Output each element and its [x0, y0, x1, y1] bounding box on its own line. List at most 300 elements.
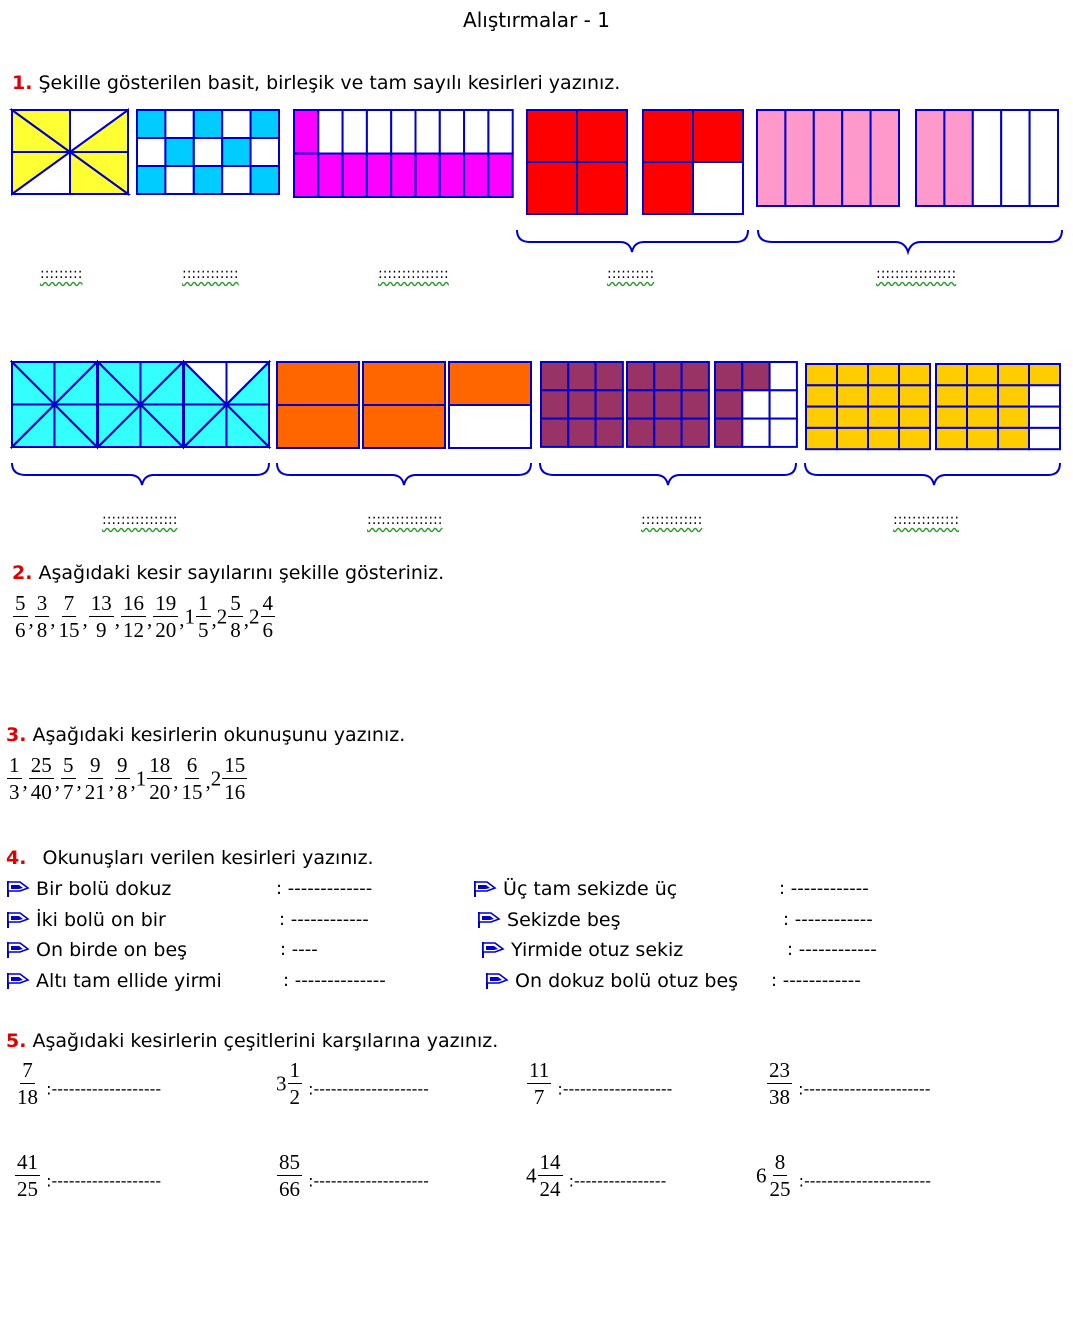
shape-cell — [837, 364, 868, 385]
q1-blank-2[interactable]: :::::::::::: — [182, 266, 239, 282]
fraction-denominator: 8 — [230, 618, 241, 642]
shape-cell — [742, 419, 769, 447]
fraction-denominator: 15 — [181, 780, 203, 804]
q1-number: 1. — [12, 72, 33, 94]
shape-cell — [785, 110, 813, 206]
fraction-numerator: 23 — [769, 1058, 790, 1082]
shape-cell — [944, 110, 972, 206]
q4-left-item-2 — [6, 909, 166, 931]
shape-red-squares — [527, 110, 743, 214]
fraction-body — [115, 755, 130, 803]
shape-cell — [806, 428, 837, 449]
fraction-body — [196, 593, 211, 641]
shape-cell — [137, 138, 165, 166]
shape-purple-grids — [541, 362, 797, 447]
shape-cell — [165, 110, 193, 138]
fraction-denominator: 38 — [769, 1085, 790, 1109]
shape-cell — [806, 385, 837, 406]
fraction-denominator: 6 — [15, 618, 26, 642]
fraction-numerator: 11 — [529, 1058, 550, 1082]
q5-text: Aşağıdaki kesirlerin çeşitlerini karşılarına yazınız. — [32, 1030, 499, 1052]
q4-label: Yirmide otuz sekiz — [505, 939, 684, 961]
fraction-separator: , — [54, 768, 60, 793]
fraction-body — [29, 755, 54, 803]
q5-row2-item-2 — [276, 1152, 429, 1200]
fraction-separator: , — [82, 606, 88, 631]
fraction-denominator: 2 — [289, 1085, 300, 1109]
shape-cell — [343, 154, 367, 198]
shape-cell — [194, 138, 222, 166]
shape-cell — [222, 166, 250, 194]
fraction-item — [526, 1150, 564, 1201]
shape-gold-grids — [806, 364, 1060, 449]
fraction-item — [184, 591, 212, 642]
fraction-body — [13, 593, 28, 641]
q3-text: Aşağıdaki kesirlerin okunuşunu yazınız. — [32, 724, 406, 746]
shape-cell — [936, 385, 967, 406]
fraction-numerator: 9 — [90, 753, 101, 777]
q4-left-item-4 — [6, 970, 222, 992]
shape-cell — [137, 166, 165, 194]
shape-cell — [367, 154, 391, 198]
shape-cell — [899, 364, 930, 385]
shape-cell — [806, 407, 837, 428]
q4-label: Üç tam sekizde üç — [497, 878, 678, 900]
shape-cell — [251, 110, 279, 138]
fraction-numerator: 9 — [117, 753, 128, 777]
q5-row2-item-4 — [756, 1152, 931, 1200]
q5-answer-line[interactable]: :-------------------- — [303, 1079, 429, 1099]
fraction-numerator: 6 — [186, 753, 198, 777]
fraction-body — [288, 1060, 303, 1108]
fraction-body — [57, 593, 82, 641]
fraction-item — [6, 753, 23, 804]
shape-cell — [391, 154, 415, 198]
q4-answer-line[interactable]: : ---- — [280, 939, 318, 960]
fraction-whole: 2 — [210, 766, 222, 791]
fraction-denominator: 40 — [30, 780, 52, 804]
fraction-separator: , — [130, 768, 136, 793]
shape-cell — [998, 407, 1029, 428]
shape-cell — [318, 110, 342, 154]
fraction-body — [180, 755, 205, 803]
fraction-item — [14, 1150, 41, 1201]
brace-2 — [758, 230, 1062, 252]
flag-icon — [477, 911, 501, 929]
fraction-denominator: 15 — [58, 618, 80, 642]
brace-3 — [12, 463, 269, 485]
shape-cell — [654, 390, 681, 418]
shape-cell — [416, 110, 440, 154]
q5-heading — [6, 1030, 498, 1052]
shape-cell — [1001, 110, 1029, 206]
q4-answer-line[interactable]: : ------------ — [779, 878, 869, 899]
fraction-denominator: 66 — [279, 1177, 300, 1201]
fraction-numerator: 5 — [230, 591, 241, 615]
shape-cell — [868, 385, 899, 406]
fraction-whole: 3 — [276, 1071, 287, 1096]
shape-cell — [194, 110, 222, 138]
fraction-body — [61, 755, 76, 803]
fraction-numerator: 85 — [279, 1150, 300, 1174]
shape-cell — [568, 362, 595, 390]
shape-cell — [343, 110, 367, 154]
fraction-denominator: 25 — [769, 1177, 791, 1201]
fraction-separator: , — [22, 768, 28, 793]
shape-cell — [165, 138, 193, 166]
fraction-numerator: 5 — [63, 753, 74, 777]
flag-icon — [6, 941, 30, 959]
q4-left-item-1 — [6, 878, 171, 900]
fraction-body — [15, 1152, 40, 1200]
fraction-item — [60, 753, 77, 804]
shape-cell — [627, 390, 654, 418]
fraction-item — [120, 591, 147, 642]
shape-cell — [757, 110, 785, 206]
fraction-numerator: 1 — [198, 591, 209, 615]
fraction-body — [222, 755, 247, 803]
q4-label: Sekizde beş — [501, 909, 621, 931]
shape-cell — [654, 419, 681, 447]
q5-answer-line[interactable]: :------------------- — [552, 1079, 673, 1099]
shape-cell — [715, 390, 742, 418]
fraction-separator: , — [205, 768, 211, 793]
fraction-body — [15, 1060, 40, 1108]
shape-cell — [967, 407, 998, 428]
fraction-whole: 1 — [135, 766, 147, 791]
q5-row1-item-1 — [14, 1060, 161, 1108]
fraction-numerator: 7 — [63, 591, 75, 615]
q3-fraction-list — [6, 755, 248, 803]
q4-label: Bir bolü dokuz — [30, 878, 172, 900]
q4-right-item-2 — [477, 909, 620, 931]
fraction-body — [527, 1060, 551, 1108]
q4-answer-line[interactable]: : ------------ — [771, 970, 861, 991]
shape-cell — [165, 166, 193, 194]
fraction-denominator: 18 — [17, 1085, 38, 1109]
fraction-whole: 4 — [526, 1163, 537, 1188]
brace-4 — [277, 463, 531, 485]
q5-answer-line[interactable]: :------------------- — [41, 1171, 162, 1191]
q4-answer-line[interactable]: : -------------- — [283, 970, 386, 991]
shape-cell — [814, 110, 842, 206]
fraction-item — [210, 753, 249, 804]
q4-number: 4. — [6, 847, 27, 869]
fraction-denominator: 7 — [63, 780, 74, 804]
shape-cell — [440, 110, 464, 154]
q5-row2-item-3 — [526, 1152, 666, 1200]
shape-cell — [440, 154, 464, 198]
q5-answer-line[interactable]: :---------------------- — [793, 1079, 931, 1099]
q4-answer-line[interactable]: : ------------- — [276, 878, 373, 899]
fraction-item — [88, 591, 115, 642]
shape-cell — [654, 362, 681, 390]
shape-cell — [837, 428, 868, 449]
shape-cell — [967, 428, 998, 449]
shape-cell — [137, 110, 165, 138]
fraction-numerator: 18 — [149, 753, 171, 777]
fraction-separator: , — [50, 606, 56, 631]
fraction-numerator: 5 — [15, 591, 26, 615]
shape-cell — [899, 428, 930, 449]
shape-cell — [998, 364, 1029, 385]
shape-cell — [416, 154, 440, 198]
fraction-separator: , — [243, 606, 249, 631]
fraction-whole: 2 — [249, 604, 260, 629]
fraction-body — [228, 593, 243, 641]
fraction-denominator: 8 — [117, 780, 128, 804]
fraction-numerator: 14 — [539, 1150, 561, 1174]
q1-blank-8[interactable]: ::::::::::::: — [641, 512, 703, 528]
q4-answer-line[interactable]: : ------------ — [279, 909, 369, 930]
q1-blank-4[interactable]: :::::::::: — [607, 266, 655, 282]
shape-cell — [742, 362, 769, 390]
fraction-item — [276, 1058, 303, 1109]
fraction-denominator: 5 — [198, 618, 209, 642]
flag-icon — [485, 972, 509, 990]
shape-cell — [596, 390, 623, 418]
shape-cell — [568, 390, 595, 418]
brace-6 — [805, 463, 1060, 485]
q4-label: Altı tam ellide yirmi — [30, 970, 222, 992]
fraction-denominator: 9 — [96, 618, 107, 642]
shape-cell — [936, 428, 967, 449]
fraction-item — [34, 591, 51, 642]
shape-cell — [627, 419, 654, 447]
q4-right-item-1 — [473, 878, 677, 900]
shape-cell — [1029, 428, 1060, 449]
shape-orange-rects — [277, 362, 531, 448]
fraction-numerator: 19 — [155, 591, 177, 615]
shape-aqua-triangles — [12, 362, 269, 447]
shape-cell — [294, 154, 318, 198]
fraction-separator: , — [76, 768, 82, 793]
shape-cell — [806, 364, 837, 385]
fraction-item — [766, 1058, 793, 1109]
shape-cell — [837, 407, 868, 428]
shape-cell — [464, 110, 488, 154]
q1-text: Şekille gösterilen basit, birleşik ve tam sayılı kesirleri yazınız. — [38, 72, 621, 94]
fraction-body — [35, 593, 50, 641]
q5-answer-line[interactable]: :-------------------- — [303, 1171, 429, 1191]
q5-number: 5. — [6, 1030, 27, 1052]
shape-cell — [627, 362, 654, 390]
shape-cell — [367, 110, 391, 154]
shape-cell — [871, 110, 899, 206]
shape-cell — [837, 385, 868, 406]
fraction-separator: , — [114, 606, 120, 631]
shape-cell — [251, 138, 279, 166]
flag-icon — [6, 911, 30, 929]
fraction-separator: , — [108, 768, 114, 793]
fraction-numerator: 7 — [22, 1058, 33, 1082]
shape-cell — [770, 362, 797, 390]
shape-cell — [899, 407, 930, 428]
fraction-numerator: 41 — [17, 1150, 38, 1174]
shape-cell — [842, 110, 870, 206]
fraction-denominator: 20 — [155, 618, 177, 642]
shape-magenta-grid — [294, 110, 513, 197]
fraction-separator: , — [179, 606, 185, 631]
fraction-numerator: 13 — [90, 591, 112, 615]
fraction-whole: 6 — [756, 1163, 767, 1188]
fraction-denominator: 7 — [533, 1085, 545, 1109]
fraction-body — [768, 1152, 793, 1200]
q1-shapes — [0, 0, 1073, 500]
shape-cell — [1029, 407, 1060, 428]
shape-cell — [596, 419, 623, 447]
q2-text: Aşağıdaki kesir sayılarını şekille gösteriniz. — [38, 562, 445, 584]
fraction-item — [249, 591, 276, 642]
fraction-item — [114, 753, 131, 804]
shape-cell — [682, 419, 709, 447]
fraction-body — [121, 593, 146, 641]
shape-cell — [541, 390, 568, 418]
fraction-item — [756, 1150, 794, 1201]
shape-cell — [488, 154, 512, 198]
q5-row2-item-1 — [14, 1152, 161, 1200]
shape-cell — [318, 154, 342, 198]
q4-label: On birde on beş — [30, 939, 188, 961]
q1-blank-3[interactable]: ::::::::::::::: — [378, 266, 449, 282]
fraction-denominator: 20 — [149, 780, 171, 804]
shape-cell — [770, 419, 797, 447]
q4-answer-line[interactable]: : ------------ — [783, 909, 873, 930]
shape-yellow-triangles — [12, 110, 128, 194]
shape-cell — [998, 428, 1029, 449]
q4-text: Okunuşları verilen kesirleri yazınız. — [42, 847, 374, 869]
q5-row1-item-3 — [526, 1060, 672, 1108]
q5-answer-line[interactable]: :---------------- — [563, 1171, 667, 1191]
q3-number: 3. — [6, 724, 27, 746]
shape-cell — [967, 385, 998, 406]
shape-cell — [936, 407, 967, 428]
fraction-item — [179, 753, 206, 804]
fraction-numerator: 1 — [289, 1058, 300, 1082]
fraction-body — [83, 755, 108, 803]
shape-cell — [222, 138, 250, 166]
fraction-separator: , — [28, 606, 34, 631]
fraction-numerator: 16 — [123, 591, 144, 615]
fraction-whole: 2 — [216, 604, 228, 629]
fraction-item — [82, 753, 109, 804]
shape-cell — [568, 419, 595, 447]
shape-cell — [715, 362, 742, 390]
q4-label: İki bolü on bir — [30, 909, 166, 931]
shape-cell — [1029, 364, 1060, 385]
fraction-separator: , — [173, 768, 179, 793]
q5-answer-line[interactable]: :---------------------- — [793, 1171, 931, 1191]
fraction-denominator: 3 — [9, 780, 20, 804]
fraction-denominator: 8 — [36, 618, 48, 642]
q5-answer-line[interactable]: :------------------- — [41, 1079, 162, 1099]
fraction-body — [538, 1152, 563, 1200]
fraction-item — [12, 591, 29, 642]
q2-heading — [12, 562, 444, 584]
page-title: Alıştırmalar - 1 — [463, 8, 610, 32]
brace-1 — [517, 230, 748, 252]
q1-blank-9[interactable]: :::::::::::::: — [893, 512, 960, 528]
shape-cell — [251, 166, 279, 194]
fraction-item — [526, 1058, 552, 1109]
shape-cell — [742, 390, 769, 418]
fraction-numerator: 15 — [224, 753, 246, 777]
fraction-denominator: 21 — [84, 780, 106, 804]
q4-left-item-3 — [6, 939, 187, 961]
q1-blank-7[interactable]: :::::::::::::::: — [367, 512, 443, 528]
shape-cell — [1030, 110, 1058, 206]
fraction-denominator: 12 — [123, 618, 144, 642]
shape-cell — [998, 385, 1029, 406]
shape-cell — [868, 428, 899, 449]
q1-blank-6[interactable]: :::::::::::::::: — [102, 512, 178, 528]
shape-cell — [464, 154, 488, 198]
shape-cell — [868, 364, 899, 385]
fraction-item — [276, 1150, 303, 1201]
shape-cell — [936, 364, 967, 385]
shape-cell — [541, 419, 568, 447]
flag-icon — [473, 880, 497, 898]
fraction-denominator: 6 — [262, 618, 273, 642]
fraction-numerator: 8 — [774, 1150, 786, 1174]
fraction-body — [277, 1152, 302, 1200]
q4-heading — [6, 847, 374, 869]
fraction-separator: , — [211, 606, 217, 631]
q4-right-item-4 — [485, 970, 738, 992]
fraction-item — [152, 591, 179, 642]
fraction-separator: , — [147, 606, 153, 631]
fraction-body — [89, 593, 114, 641]
fraction-body — [153, 593, 178, 641]
q4-answer-line[interactable]: : ------------ — [787, 939, 877, 960]
fraction-item — [28, 753, 55, 804]
shape-cell — [596, 362, 623, 390]
fraction-item — [56, 591, 83, 642]
shape-cell — [868, 407, 899, 428]
fraction-numerator: 25 — [30, 753, 52, 777]
shape-cell — [682, 362, 709, 390]
flag-icon — [481, 941, 505, 959]
fraction-body — [7, 755, 22, 803]
fraction-denominator: 24 — [539, 1177, 561, 1201]
fraction-body — [261, 593, 276, 641]
q4-label: On dokuz bolü otuz beş — [509, 970, 739, 992]
fraction-item — [14, 1058, 41, 1109]
q1-blank-1[interactable]: ::::::::: — [40, 266, 83, 282]
shape-cell — [770, 390, 797, 418]
q5-row1-item-4 — [766, 1060, 931, 1108]
q1-blank-5[interactable]: ::::::::::::::::: — [876, 266, 957, 282]
brace-5 — [540, 463, 796, 485]
q5-row1-item-2 — [276, 1060, 429, 1108]
fraction-item — [135, 753, 174, 804]
shape-cell — [967, 364, 998, 385]
shape-cell — [488, 110, 512, 154]
fraction-numerator: 3 — [36, 591, 48, 615]
fraction-body — [767, 1060, 792, 1108]
shape-cell — [222, 110, 250, 138]
fraction-numerator: 1 — [9, 753, 20, 777]
shape-cell — [916, 110, 944, 206]
shape-cell — [541, 362, 568, 390]
q3-heading — [6, 724, 405, 746]
shape-cell — [1029, 385, 1060, 406]
shape-cyan-grid — [137, 110, 279, 194]
shape-cell — [682, 390, 709, 418]
shape-cell — [294, 110, 318, 154]
shape-cell — [715, 419, 742, 447]
shape-cell — [973, 110, 1001, 206]
